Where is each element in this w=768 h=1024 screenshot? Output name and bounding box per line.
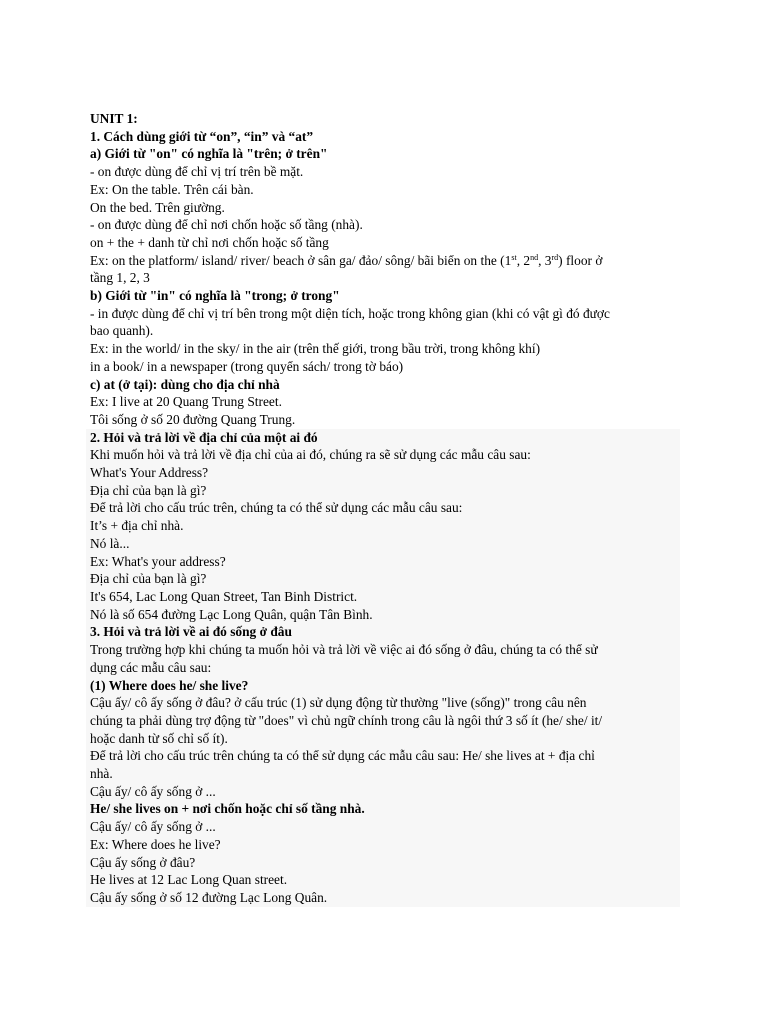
subheading-a: a) Giới từ "on" có nghĩa là "trên; ở trên" xyxy=(90,146,328,162)
text-line: Trong trường hợp khi chúng ta muốn hỏi và trả lời về việc ai đó sống ở đâu, chúng ta có thể sử xyxy=(90,642,598,658)
text-line: Tôi sống ở số 20 đường Quang Trung. xyxy=(90,411,296,427)
section-heading-2: 2. Hỏi và trả lời về địa chỉ của một ai đó xyxy=(90,429,318,445)
example-line: Ex: What's your address? xyxy=(90,553,226,569)
text-line: On the bed. Trên giường. xyxy=(90,199,225,215)
text-line: Địa chỉ của bạn là gì? xyxy=(90,571,207,587)
formula-line: It’s + địa chỉ nhà. xyxy=(90,518,184,534)
text-line: Cậu ấy sống ở số 12 đường Lạc Long Quân. xyxy=(90,889,328,905)
text-line: hoặc danh từ số chỉ số ít). xyxy=(90,730,228,746)
text-line: Nó là... xyxy=(90,535,130,551)
text-line: Cậu ấy/ cô ấy sống ở đâu? ở cấu trúc (1) sử dụng động từ thường "live (sống)" trong câu nên xyxy=(90,695,587,711)
text-line: He lives at 12 Lac Long Quan street. xyxy=(90,872,288,888)
section-heading-1: 1. Cách dùng giới từ “on”, “in” và “at” xyxy=(90,128,314,144)
example-line: Ex: in the world/ in the sky/ in the air (trên thế giới, trong bầu trời, trong không khí) xyxy=(90,341,541,357)
example-line: Ex: I live at 20 Quang Trung Street. xyxy=(90,394,282,410)
text-line: - on được dùng để chỉ vị trí trên bề mặt. xyxy=(90,164,304,180)
subheading-c: c) at (ở tại): dùng cho địa chỉ nhà xyxy=(90,376,280,392)
subheading-b: b) Giới từ "in" có nghĩa là "trong; ở trong" xyxy=(90,288,340,304)
question-heading: (1) Where does he/ she live? xyxy=(90,677,249,693)
text-line: Cậu ấy/ cô ấy sống ở ... xyxy=(90,819,216,835)
text-line: in a book/ in a newspaper (trong quyển sách/ trong tờ báo) xyxy=(90,358,404,374)
text-line: Để trả lời cho cấu trúc trên, chúng ta có thể sử dụng các mẫu câu sau: xyxy=(90,500,463,516)
text-line: Khi muốn hỏi và trả lời về địa chỉ của ai đó, chúng ra sẽ sử dụng các mẫu câu sau: xyxy=(90,447,531,463)
document-page xyxy=(90,110,680,907)
text-line: bao quanh). xyxy=(90,323,154,339)
text-line: chúng ta phải dùng trợ động từ "does" vì chủ ngữ chính trong câu là ngôi thứ 3 số ít (he/ she/ it/ xyxy=(90,712,603,728)
example-line: Ex: Where does he live? xyxy=(90,836,221,852)
text-line: Cậu ấy sống ở đâu? xyxy=(90,854,196,870)
example-floor-line: Ex: on the platform/ island/ river/ beach ở sân ga/ đảo/ sông/ bãi biển on the (1st, 2nd, 3rd) floor ở xyxy=(90,252,603,268)
example-line: Ex: On the table. Trên cái bàn. xyxy=(90,181,254,197)
answer-heading: He/ she lives on + nơi chốn hoặc chỉ số tầng nhà. xyxy=(90,801,365,817)
text-line: It's 654, Lac Long Quan Street, Tan Binh District. xyxy=(90,588,358,604)
section-heading-3: 3. Hỏi và trả lời về ai đó sống ở đâu xyxy=(90,624,292,640)
text-line: Cậu ấy/ cô ấy sống ở ... xyxy=(90,783,216,799)
unit-title: UNIT 1: xyxy=(90,111,138,126)
text-line: - in được dùng để chỉ vị trí bên trong một diện tích, hoặc trong không gian (khi có vật gì đó được xyxy=(90,305,610,321)
text-line: Nó là số 654 đường Lạc Long Quân, quận Tân Bình. xyxy=(90,606,373,622)
text-line: Để trả lời cho cấu trúc trên chúng ta có thể sử dụng các mẫu câu sau: He/ she lives at + địa chỉ xyxy=(90,748,595,764)
text-line: - on được dùng để chỉ nơi chốn hoặc số tầng (nhà). xyxy=(90,217,363,233)
text-line: What's Your Address? xyxy=(90,465,209,481)
formula-line: on + the + danh từ chỉ nơi chốn hoặc số tầng xyxy=(90,234,329,250)
shaded-section xyxy=(86,429,680,907)
text-line: nhà. xyxy=(90,766,113,782)
text-line: Địa chỉ của bạn là gì? xyxy=(90,482,207,498)
text-line: dụng các mẫu câu sau: xyxy=(90,659,212,675)
text-line: tầng 1, 2, 3 xyxy=(90,270,150,286)
